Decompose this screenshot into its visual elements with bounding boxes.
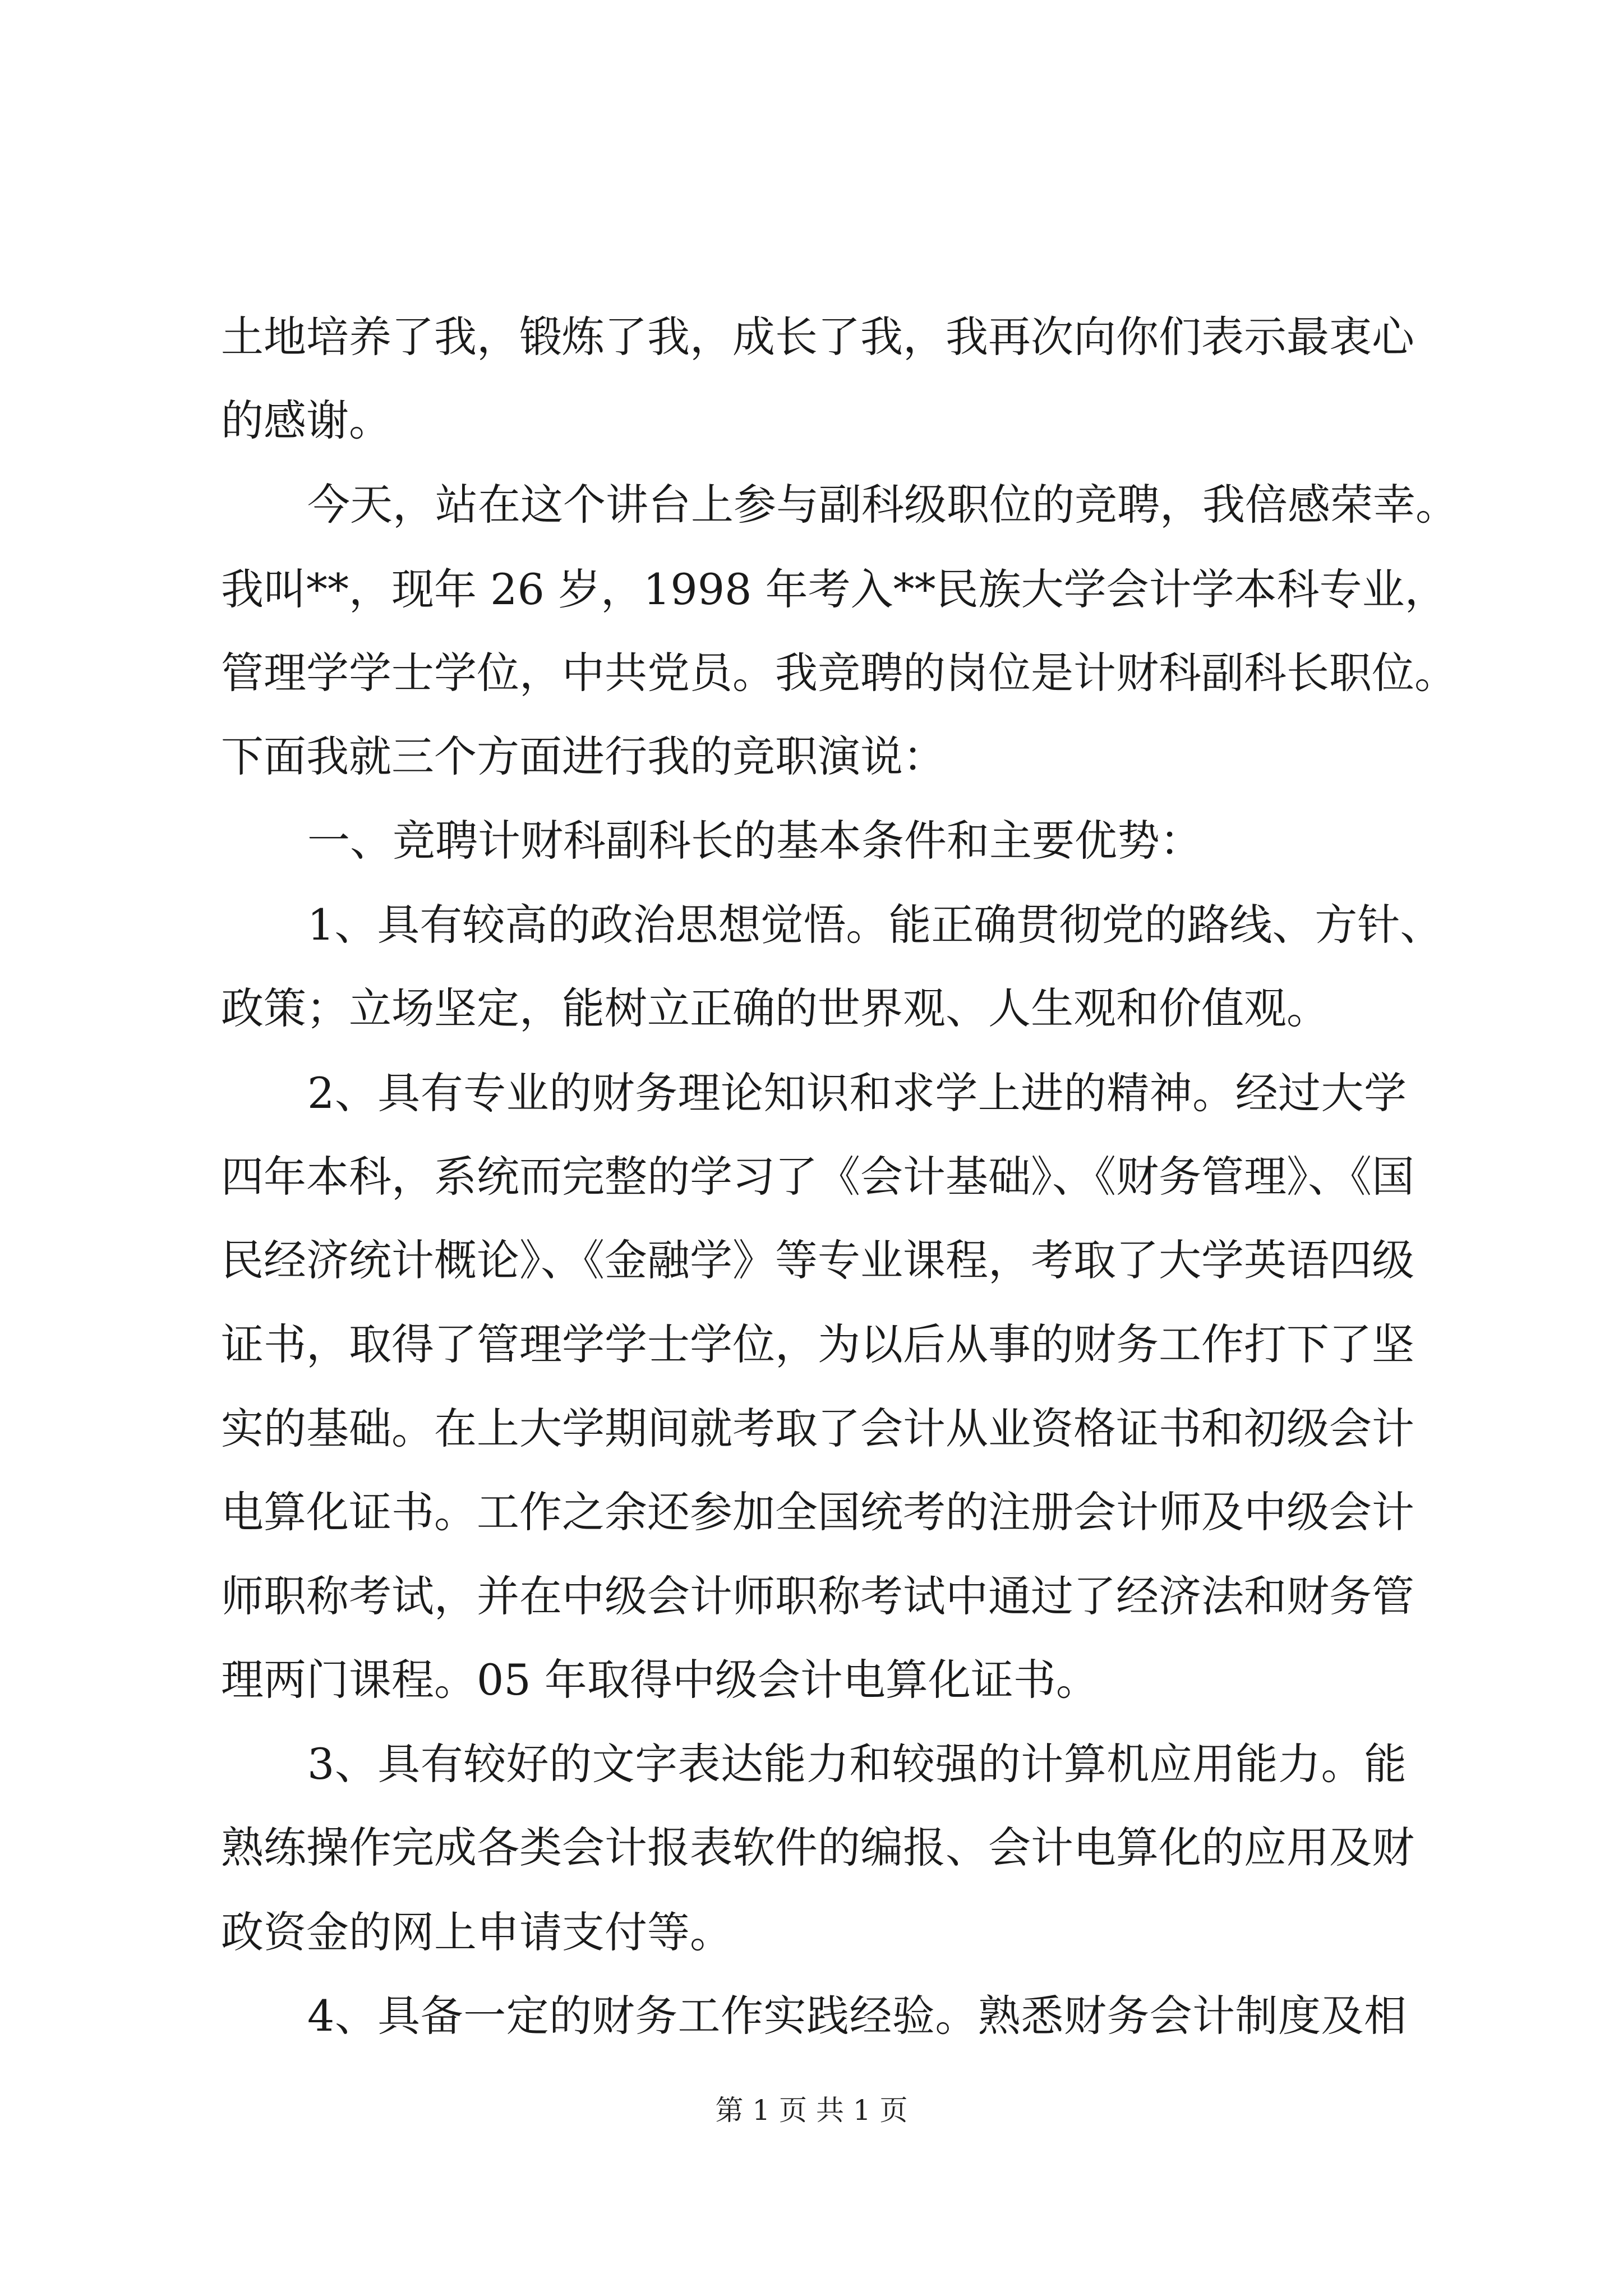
text-line: [0, 631, 1623, 715]
text-line-content: 证书，取得了管理学学士学位，为以后从事的财务工作打下了坚: [221, 1319, 1414, 1369]
text-line: [0, 883, 1623, 967]
text-line: [0, 1470, 1623, 1554]
text-line: [0, 463, 1623, 547]
text-line: [0, 1638, 1623, 1722]
text-line-content: 管理学学士学位，中共党员。我竞聘的岗位是计财科副科长职位。: [221, 648, 1457, 698]
text-line-content: 电算化证书。工作之余还参加全国统考的注册会计师及中级会计: [221, 1487, 1414, 1537]
text-line: [0, 1554, 1623, 1639]
text-line: [0, 295, 1623, 379]
text-line: [0, 1051, 1623, 1135]
text-line-content: 今天，站在这个讲台上参与副科级职位的竞聘，我倍感荣幸。: [307, 480, 1458, 530]
page-footer: 第 1 页 共 1 页: [715, 2094, 908, 2127]
text-line-content: 政资金的网上申请支付等。: [221, 1907, 732, 1957]
text-line-content: 2、具有专业的财务理论知识和求学上进的精神。经过大学: [307, 1068, 1407, 1118]
text-line-content: 1、具有较高的政治思想觉悟。能正确贯彻党的路线、方针、: [307, 900, 1443, 950]
text-line: [0, 1974, 1623, 2058]
text-line: [0, 1722, 1623, 1806]
text-line-content: 四年本科，系统而完整的学习了《会计基础》、《财务管理》、《国: [221, 1152, 1414, 1202]
text-line: [0, 379, 1623, 463]
text-line: [0, 967, 1623, 1051]
text-line: [0, 1218, 1623, 1303]
text-line-content: 我叫**，现年 26 岁，1998 年考入**民族大学会计学本科专业，: [221, 564, 1447, 614]
text-line-content: 政策；立场坚定，能树立正确的世界观、人生观和价值观。: [221, 983, 1329, 1033]
text-line: [0, 799, 1623, 883]
text-line: [0, 547, 1623, 632]
text-line: [0, 1303, 1623, 1387]
text-line: [0, 1135, 1623, 1219]
text-line-content: 实的基础。在上大学期间就考取了会计从业资格证书和初级会计: [221, 1404, 1414, 1453]
text-line-content: 熟练操作完成各类会计报表软件的编报、会计电算化的应用及财: [221, 1823, 1414, 1872]
text-line-content: 一、竞聘计财科副科长的基本条件和主要优势：: [307, 816, 1202, 866]
text-line-content: 的感谢。: [221, 395, 391, 445]
text-line-content: 土地培养了我，锻炼了我，成长了我，我再次向你们表示最衷心: [221, 312, 1414, 362]
text-line: [0, 1806, 1623, 1890]
text-line: [0, 715, 1623, 799]
text-line-content: 4、具备一定的财务工作实践经验。熟悉财务会计制度及相: [307, 1991, 1407, 2041]
text-line-content: 师职称考试，并在中级会计师职称考试中通过了经济法和财务管: [221, 1571, 1414, 1621]
text-line: [0, 1890, 1623, 1975]
text-line: [0, 1387, 1623, 1471]
text-line-content: 理两门课程。05 年取得中级会计电算化证书。: [221, 1655, 1099, 1705]
text-line-content: 民经济统计概论》、《金融学》等专业课程，考取了大学英语四级: [221, 1235, 1414, 1285]
text-line-content: 下面我就三个方面进行我的竞职演说：: [221, 731, 946, 781]
text-line-content: 3、具有较好的文字表达能力和较强的计算机应用能力。能: [307, 1739, 1407, 1789]
